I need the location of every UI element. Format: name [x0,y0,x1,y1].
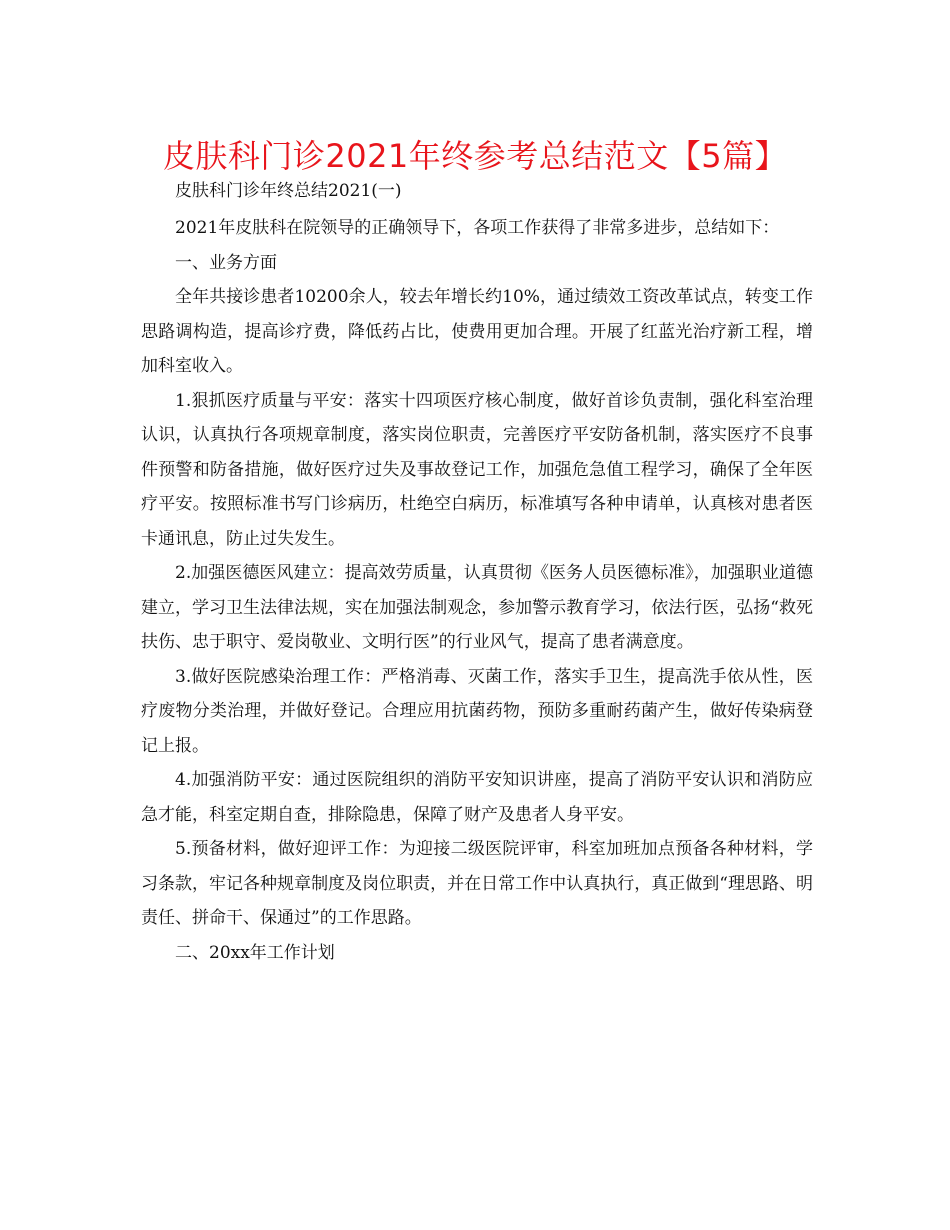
heading-business: 一、业务方面 [175,252,277,273]
section-subtitle: 皮肤科门诊年终总结2021(一) [175,181,402,201]
heading-work-plan: 二、20xx年工作计划 [175,942,335,963]
paragraph-intro: 2021年皮肤科在院领导的正确领导下，各项工作获得了非常多进步，总结如下： [175,218,780,238]
paragraph-item-3: 3.做好医院感染治理工作：严格消毒、灭菌工作，落实手卫生，提高洗手依从性，医疗废物分类治理，并做好登记。合理应用抗菌药物，预防多重耐药菌产生，做好传染病登记上报。 [141,666,813,756]
paragraph-item-2: 2.加强医德医风建立：提高效劳质量，认真贯彻《医务人员医德标准》，加强职业道德建立，学习卫生法律法规，实在加强法制观念，参加警示教育学习，依法行医，弘扬“救死扶伤、忠于职守、爱岗敬业、文明行医”的行业风气，提高了患者满意度。 [141,563,813,652]
paragraph-patients: 全年共接诊患者10200余人，较去年增长约10%，通过绩效工资改革试点，转变工作思路调构造，提高诊疗费，降低药占比，使费用更加合理。开展了红蓝光治疗新工程，增加科室收入。 [141,287,813,376]
paragraph-item-5: 5.预备材料，做好迎评工作：为迎接二级医院评审，科室加班加点预备各种材料，学习条款，牢记各种规章制度及岗位职责，并在日常工作中认真执行，真正做到“理思路、明责任、拼命干、保通过”的工作思路。 [141,839,813,928]
document-body [141,176,813,970]
paragraph-item-4: 4.加强消防平安：通过医院组织的消防平安知识讲座，提高了消防平安认识和消防应急才能，科室定期自查，排除隐患，保障了财产及患者人身平安。 [141,770,813,825]
document-title: 皮肤科门诊2021年终参考总结范文【5篇】 [162,137,788,175]
paragraph-item-1: 1.狠抓医疗质量与平安：落实十四项医疗核心制度，做好首诊负责制，强化科室治理认识，认真执行各项规章制度，落实岗位职责，完善医疗平安防备机制，落实医疗不良事件预警和防备措施，做好医疗过失及事故登记工作，加强危急值工程学习，确保了全年医疗平安。按照标准书写门诊病历，杜绝空白病历，标准填写各种申请单，认真核对患者医卡通讯息，防止过失发生。 [141,390,813,549]
